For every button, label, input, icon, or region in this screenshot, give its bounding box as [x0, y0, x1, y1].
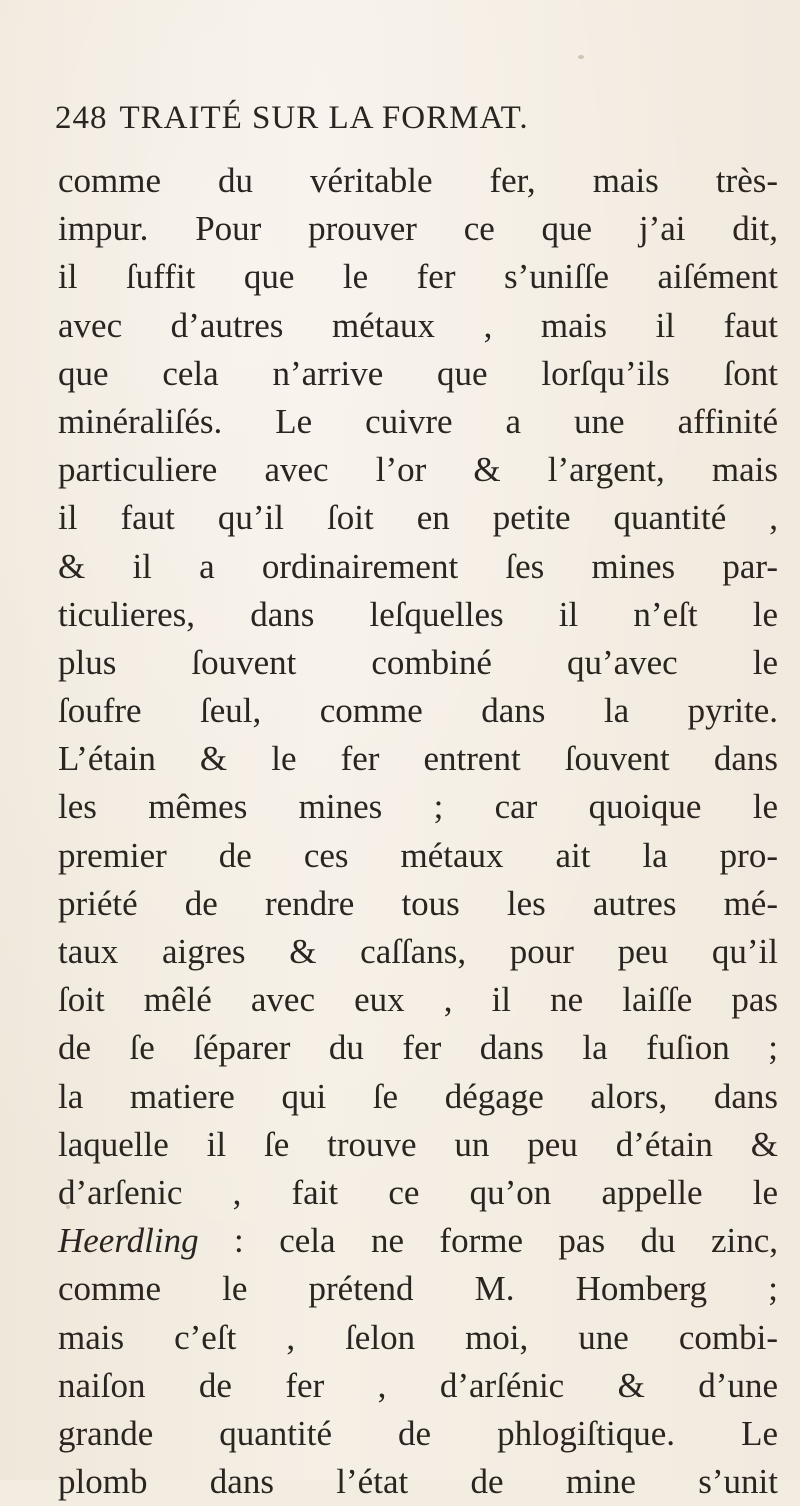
line-text: & il a ordinairement ſes mines par- — [58, 546, 778, 586]
text-line — [58, 543, 778, 591]
text-line — [58, 591, 778, 639]
line-text: la matiere qui ſe dégage alors, dans — [58, 1076, 778, 1116]
text-line — [58, 157, 778, 205]
text-line — [58, 880, 778, 928]
text-line — [58, 446, 778, 494]
text-line — [58, 494, 778, 542]
body-text — [58, 157, 778, 1506]
text-line — [58, 1265, 778, 1313]
line-text: ſoufre ſeul, comme dans la pyrite. — [58, 691, 778, 731]
line-text: plomb dans l’état de mine s’unit — [58, 1462, 778, 1502]
text-line — [58, 735, 778, 783]
running-title: TRAITÉ SUR LA FORMAT. — [119, 100, 529, 136]
line-text: laquelle il ſe trouve un peu d’étain & — [58, 1124, 778, 1164]
line-text: priété de rendre tous les autres mé- — [58, 883, 778, 923]
line-text: L’étain & le fer entrent ſouvent dans — [58, 739, 778, 779]
text-line — [58, 928, 778, 976]
line-text: il ſuffit que le fer s’uniſſe aiſément — [58, 257, 778, 297]
text-line — [58, 1121, 778, 1169]
running-header — [55, 100, 775, 150]
text-line — [58, 205, 778, 253]
line-text: taux aigres & caſſans, pour peu qu’il — [58, 932, 778, 971]
line-text: de ſe ſéparer du fer dans la fuſion ; — [58, 1028, 778, 1068]
line-text: mais c’eſt , ſelon moi, une combi- — [58, 1317, 778, 1357]
text-line — [58, 1458, 778, 1506]
text-line — [58, 783, 778, 831]
text-line — [58, 1024, 778, 1072]
line-text: particuliere avec l’or & l’argent, mais — [58, 450, 778, 490]
text-line — [58, 1217, 778, 1265]
line-text: grande quantité de phlogiſtique. Le — [58, 1413, 778, 1453]
text-line — [58, 1362, 778, 1410]
line-text: impur. Pour prouver ce que j’ai dit, — [58, 209, 778, 249]
line-text: premier de ces métaux ait la pro- — [58, 835, 778, 875]
text-line — [58, 1314, 778, 1362]
line-text: naiſon de fer , d’arſénic & d’une — [58, 1365, 778, 1405]
text-line — [58, 302, 778, 350]
line-text: plus ſouvent combiné qu’avec le — [58, 642, 778, 682]
page-number: 248 — [55, 100, 108, 136]
text-line — [58, 350, 778, 398]
line-text: que cela n’arrive que lorſqu’ils ſont — [58, 353, 778, 393]
line-text: les mêmes mines ; car quoique le — [58, 787, 778, 827]
text-line — [58, 1073, 778, 1121]
line-text: comme le prétend M. Homberg ; — [58, 1269, 778, 1309]
text-line — [58, 687, 778, 735]
line-text: il faut qu’il ſoit en petite quantité , — [58, 498, 778, 538]
text-line — [58, 639, 778, 687]
line-text-continued: : cela ne forme pas du zinc, — [198, 1221, 778, 1261]
text-line — [58, 976, 778, 1024]
text-line — [58, 832, 778, 880]
paper-speck — [578, 55, 584, 59]
line-text: minéraliſés. Le cuivre a une affinité — [58, 401, 778, 441]
text-line — [58, 398, 778, 446]
line-text: avec d’autres métaux , mais il faut — [58, 305, 778, 345]
line-text: ſoit mêlé avec eux , il ne laiſſe pas — [58, 980, 778, 1020]
line-text: ticulieres, dans leſquelles il n’eſt le — [58, 594, 778, 634]
line-text: d’arſenic , fait ce qu’on appelle le — [58, 1172, 778, 1212]
text-line — [58, 253, 778, 301]
text-line — [58, 1410, 778, 1458]
line-text: comme du véritable fer, mais très- — [58, 161, 778, 200]
italic-term: Heerdling — [58, 1221, 199, 1261]
text-line — [58, 1169, 778, 1217]
